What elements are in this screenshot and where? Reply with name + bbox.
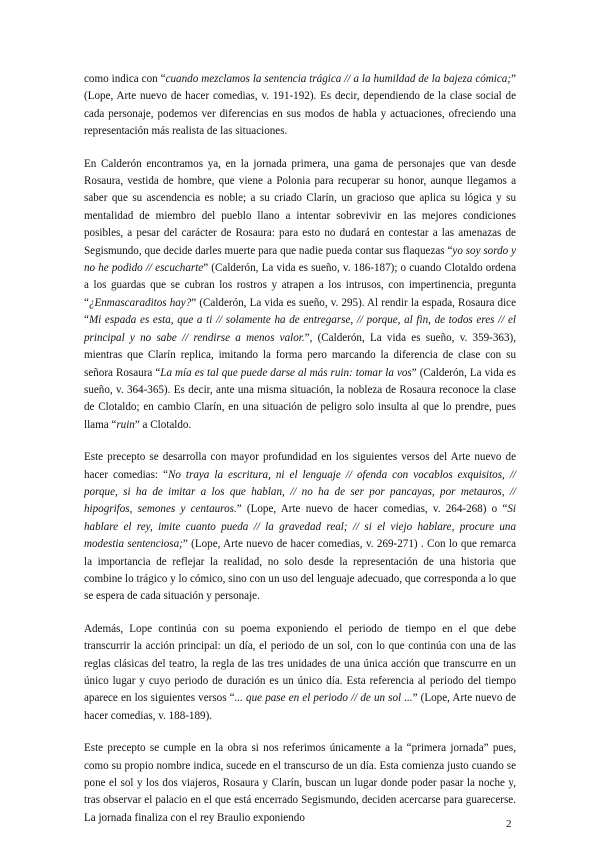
- paragraph: [84, 71, 516, 141]
- quoted-verse: La mía es tal que puede darse al más ruin: tomar la vos: [160, 366, 412, 379]
- text-run: ”, (Calderón, La vida es sueño, v. 359-363), mientras que Clarín replica, imitando la forma pero marcando la diferencia de clase con su señora Rosaura “: [84, 331, 516, 379]
- quoted-verse: cuando mezclamos la sentencia trágica // a la humildad de la bajeza cómica;: [165, 73, 512, 85]
- paragraph: [84, 449, 516, 606]
- text-run: ” (Calderón, La vida es sueño, v. 364-365). Es decir, ante una misma situación, la nobleza de Rosaura reconoce la clase de Clotaldo; en cambio Clarín, en una situación de peligro solo insulta al que lo prendre, pues llama “: [84, 366, 516, 431]
- quoted-verse: ¿Enmascaraditos hay?: [88, 296, 192, 309]
- paragraph: [84, 156, 516, 435]
- text-run: ” (Lope, Arte nuevo de hacer comedias, v. 269-271) . Con lo que remarca la importancia de reflejar la realidad, no solo desde la representación de una historia que combine lo trágico y lo cómico, sino con un uso del lenguaje adecuado, que corresponda a lo que se espera de cada situación y personaje.: [84, 538, 516, 603]
- text-run: ” a Clotaldo.: [134, 418, 192, 431]
- text-run: como indica con “: [84, 73, 166, 85]
- body-text: [84, 71, 516, 842]
- text-run: Además, Lope continúa con su poema exponiendo el periodo de tiempo en el que debe transcurrir la acción principal: un día, el periodo de un sol, con lo que continúa con una de las reglas clásicas del teatro, la regla de las tres unidades de una única acción que transcurre en un único lugar y cuyo periodo de duración es un único día. Esta referencia al periodo del tiempo aparece en los siguientes versos “: [84, 622, 516, 705]
- text-run: ” (Lope, Arte nuevo de hacer comedias, v. 188-189).: [84, 692, 516, 722]
- paragraph: [84, 621, 516, 725]
- text-run: Este precepto se cumple en la obra si nos referimos únicamente a la “primera jornada” pues, como su propio nombre indica, sucede en el transcurso de un día. Esta comienza justo cuando se pone el sol y los dos viajeros, Rosaura y Clarín, buscan un lugar donde poder pasar la noche y, tras observar el palacio en el que está encerrado Segismundo, deciden acercarse para guarecerse. La jornada finaliza con el rey Braulio exponiendo: [84, 742, 516, 824]
- quoted-verse: yo soy sordo y no he podido // escucharte: [84, 244, 516, 275]
- text-run: ” (Calderón, La vida es sueño, v. 186-187); o cuando Clotaldo ordena a los guardas que se cubran los rostros y atrapen a los intrusos, con impertinencia, pregunta “: [84, 262, 516, 309]
- paragraph: [84, 740, 516, 827]
- quoted-verse: Mi espada es esta, que a ti // solamente ha de entregarse, // porque, al fin, de todos eres // el principal y no sabe // rendirse a menos valor.: [84, 314, 516, 344]
- quoted-verse: ... que pase en el periodo // de un sol ...: [234, 692, 413, 705]
- text-run: Este precepto se desarrolla con mayor profundidad en los siguientes versos del Arte nuevo de hacer comedias: “: [84, 451, 516, 481]
- text-run: ” (Lope, Arte nuevo de hacer comedias, v. 264-268) o “: [236, 503, 508, 516]
- quoted-verse: Si hablare el rey, imite cuanto pueda // la gravedad real; // si el viejo hablare, procure una modestia sentenciosa;: [84, 503, 516, 551]
- text-run: En Calderón encontramos ya, en la jornada primera, una gama de personajes que van desde Rosaura, vestida de hombre, que viene a Polonia para recuperar su honor, aunque llegamos a saber que su ascendencia es noble; a su criado Clarín, un gracioso que aplica su lógica y su mentalidad de miembro del pueblo llano a intentar sobrevivir en las mejores condiciones posibles, a pesar del carácter de Rosaura: para esto no dudará en contestar a las amenazas de Segismundo, que decide darles muerte para que nadie pueda contar sus flaquezas “: [84, 157, 516, 257]
- page-number: 2: [506, 818, 512, 830]
- quoted-verse: ruin: [116, 418, 135, 431]
- text-run: ” (Calderón, La vida es sueño, v. 295). Al rendir la espada, Rosaura dice “: [84, 296, 516, 327]
- quoted-verse: No traya la escritura, ni el lenguaje // ofenda con vocablos exquisitos, // porque, si ha de imitar a los que hablan, // no ha de ser por pancayas, por metauros, // hipogrifos, semones y centauros.: [84, 468, 516, 516]
- text-run: ” (Lope, Arte nuevo de hacer comedias, v. 191-192). Es decir, dependiendo de la clase social de cada personaje, podemos ver diferencias en sus modos de habla y actuaciones, ofreciendo una representación más realista de las situaciones.: [84, 73, 516, 138]
